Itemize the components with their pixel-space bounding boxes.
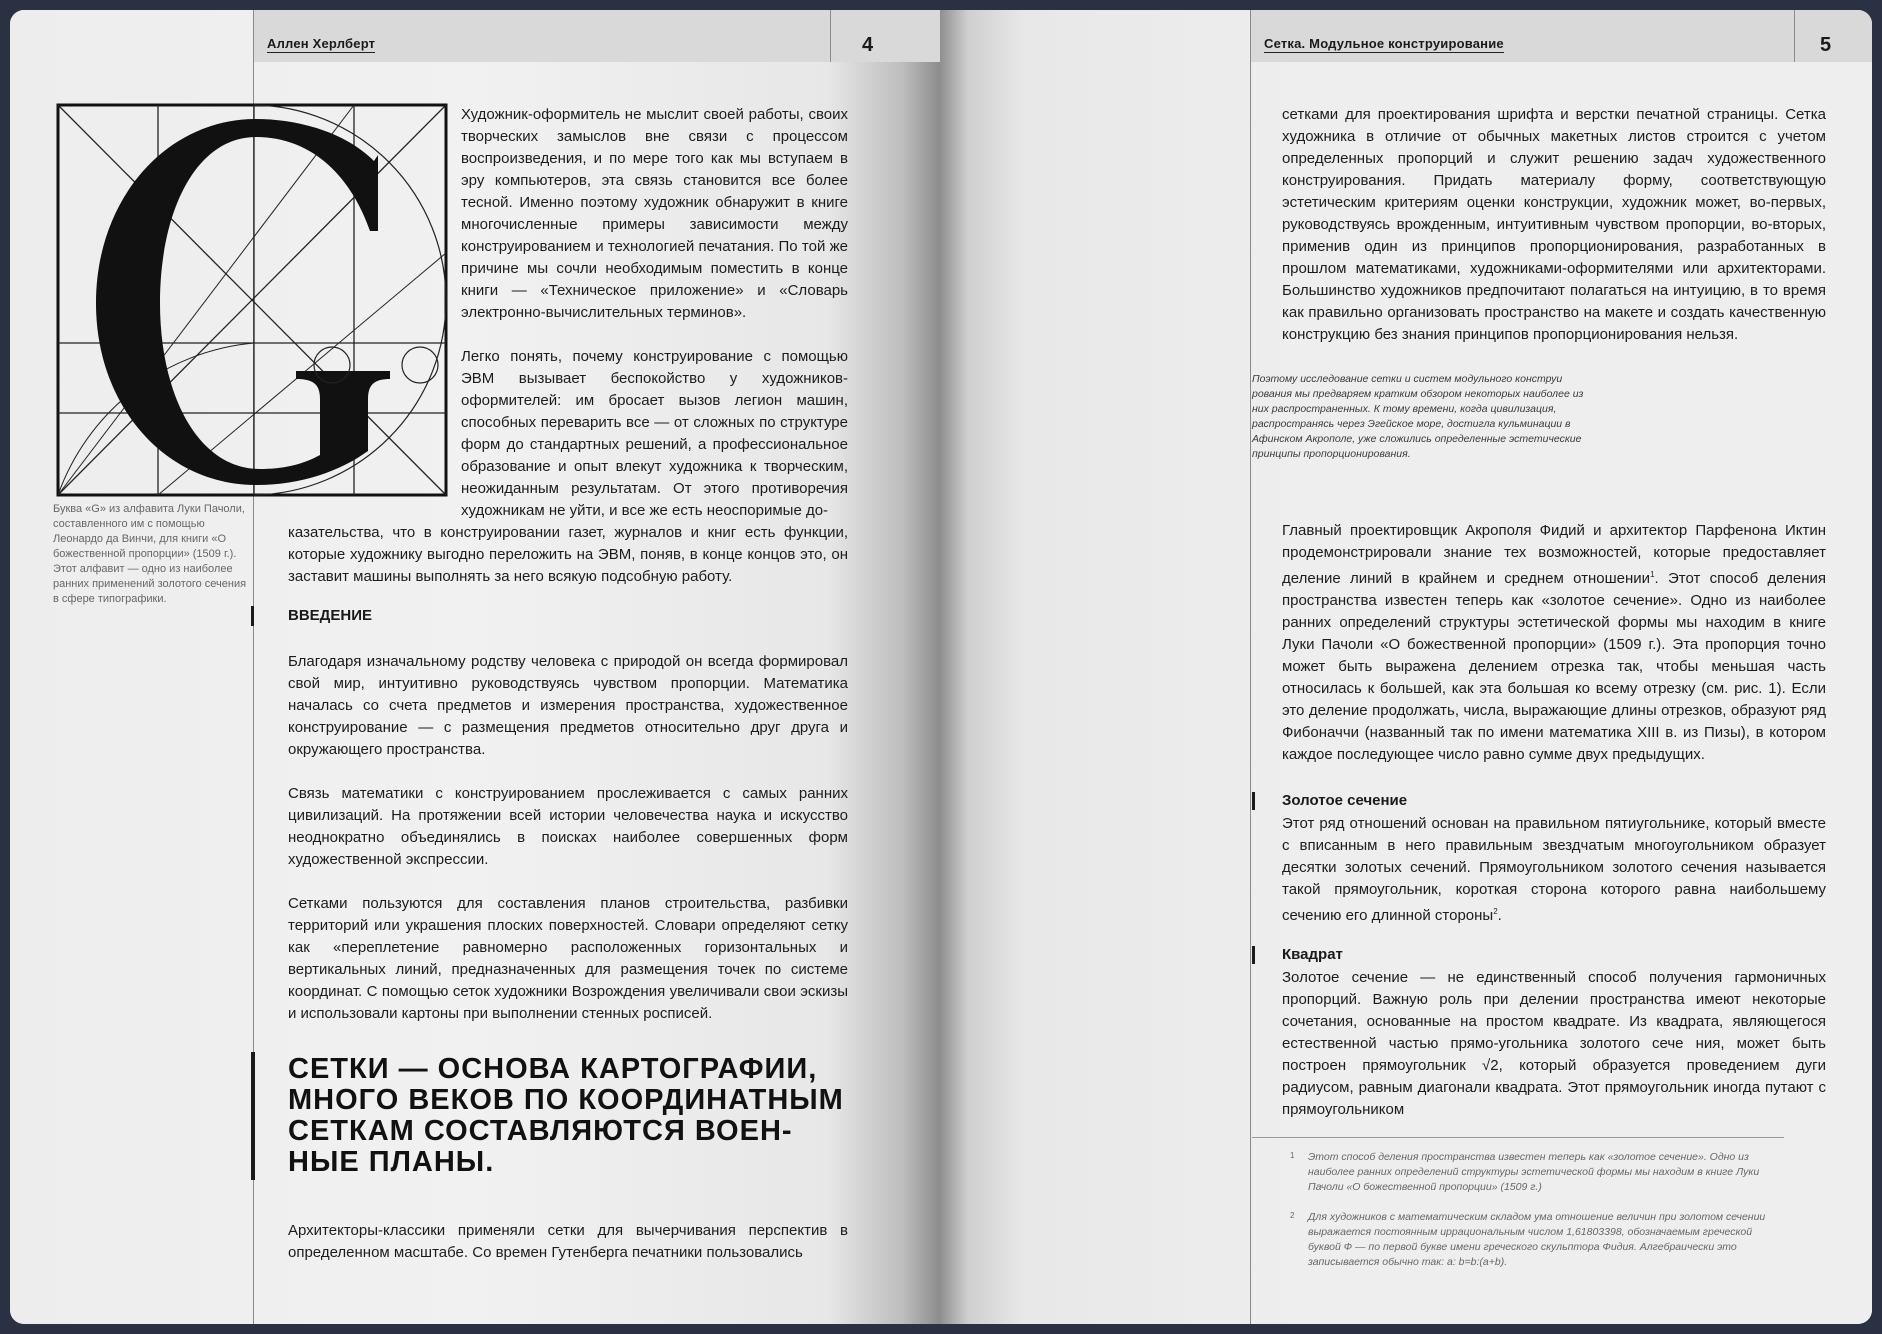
pull-quote-bar <box>251 1052 255 1180</box>
book-spread <box>10 10 1872 1324</box>
right-header-separator <box>1794 10 1795 62</box>
golden-section-text: Этот ряд отношений основан на правильном пятиугольнике, который вместе с вписанным в него правильным звездчатым многоугольником образует десятки золотых сечений. Прямоугольником золотого сечения называется такой прямоугольник, короткая сторона которого равна наибольшему сечению его длинной стороны <box>1282 815 1826 924</box>
footnote-2-marker: 2 <box>1290 1211 1295 1220</box>
right-page-number: 5 <box>1820 34 1832 56</box>
right-paragraph-2 <box>1282 520 1826 766</box>
square-heading-bar <box>1252 946 1255 964</box>
body-paragraph-4: Архитекторы-классики применяли сетки для вычерчивания перспектив в определенном масштабе. Со времен Гутенберга печатники пользовались <box>288 1222 848 1261</box>
right-page <box>940 10 1872 1324</box>
left-header-title: Аллен Херлберт <box>267 36 376 51</box>
footnote-rule <box>1252 1137 1784 1138</box>
body-paragraph-2: Связь математики с конструированием прослеживается с самых ранних цивилизаций. На протяжении всей истории человечества наука и искусство неоднократно объединялись в поисках наиболее совершенных форм художественной экспрессии. <box>288 785 848 868</box>
pull-quote <box>288 1054 888 1178</box>
footnote-1: Этот способ деления пространства известен теперь как «золотое сечение». Одно из наиболее ранних определений структуры эстетической формы мы находим в книге Луки Пачоли «О божественной пропорции» (1509 г.) <box>1308 1151 1760 1193</box>
footnote-1-marker: 1 <box>1290 1151 1295 1160</box>
golden-section-end: . <box>1497 907 1502 924</box>
body-paragraph-3: Сетками пользуются для составления планов строительства, разбивки территорий или украшения плоских поверхностей. Словари определяют сетку как «переплетение равномерно расположенных горизонтальных и вертикальных линий, предназначенных для размещения точек по системе координат. С помощью сеток художники Возрождения увеличивали свои эскизы и использовали картоны при выполнении стенных росписей. <box>288 895 848 1022</box>
intro-paragraph-1: Художник-оформитель не мыслит своей работы, своих творческих замыслов вне связи с процессом воспроизведения, и по мере того как мы вступаем в эру компьютеров, эта связь становится все более тесной. Именно поэтому художник обнаружит в книге многочисленные примеры зависимости между конструированием и технологией печатания. По той же причине мы сочли необходимым поместить в конце книги — «Техническое приложение» и «Словарь электронно-вычислительных терминов». <box>461 106 848 321</box>
golden-heading-bar <box>1252 792 1255 810</box>
margin-note: Поэтому исследование сетки и систем модульного конструи рования мы предваряем кратким обзором некоторых наиболее из них распространенных. К тому времени, когда цивилизация, распространясь через Эгейское море, достигла кульминации в Афинском Акрополе, уже сложились определенные эстетические принципы пропорционирования. <box>1252 373 1584 460</box>
right-header-title: Сетка. Модульное конструирование <box>1264 36 1504 51</box>
left-page-number: 4 <box>862 34 874 56</box>
letter-g-figure <box>56 103 452 499</box>
pull-quote-line-4: НЫЕ ПЛАНЫ. <box>288 1146 495 1178</box>
body-paragraph-1: Благодаря изначальному родству человека с природой он всегда формировал свой мир, интуитивно руководствуясь чувством пропорции. Математика началась со счета предметов и измерения пространства, художественное конструирование — с размещения предметов относительно друг друга и окружающего пространства. <box>288 653 848 758</box>
figure-caption: Буква «G» из алфавита Луки Пачоли, составленного им с помощью Леонардо да Винчи, для книги «О божественной пропорции» (1509 г.). Этот алфавит — одно из наиболее ранних применений золотого сечения в сфере типографики. <box>53 503 247 605</box>
square-paragraph: Золотое сечение — не единственный способ получения гармоничных пропорций. Важную роль при делении пространства имеют некоторые сочетания, основанные на простом квадрате. Из квадрата, являющегося естественной частью прямо-угольника золотого сече ния, может быть построен прямоугольник √2, который образуется проведением дуги радиусом, равным диагонали квадрата. Этот прямоугольник иногда путают с прямоугольником <box>1282 969 1826 1118</box>
intro-paragraph-2-wide: казательства, что в конструировании газет, журналов и книг есть функции, которые художнику выгодно переложить на ЭВМ, поняв, в конце концов это, он заставит машины выполнять за него всякую подсобную работу. <box>288 524 848 585</box>
right-margin-line <box>1250 10 1251 1324</box>
heading-square: Квадрат <box>1282 946 1343 963</box>
right-paragraph-2-part-b: . Этот способ деления пространства известен теперь как «золотое сечение». Одно из наиболее ранних определений структуры эстетической формы мы находим в книге Луки Пачоли «О божественной пропорции» (1509 г.). Эта пропорция точно может быть выражена делением отрезка так, чтобы меньшая часть относилась к большей, как эта большая ко всему отрезку (см. рис. 1). Если это деление продолжать, числа, выражающие длины отрезков, образуют ряд Фибоначчи (названный так по имени математика XIII в. из Пизы), в котором каждое последующее число равно сумме двух предыдущих. <box>1282 570 1826 763</box>
pull-quote-line-3: СЕТКАМ СОСТАВЛЯЮТСЯ ВОЕН- <box>288 1115 793 1147</box>
left-page <box>10 10 940 1324</box>
pull-quote-line-1: СЕТКИ — ОСНОВА КАРТОГРАФИИ, <box>288 1053 818 1085</box>
intro-paragraph-2-narrow: Легко понять, почему конструирование с помощью ЭВМ вызывает беспокойство у художников-оформителей: им бросает вызов легион машин, способных переварить все — от сложных по структуре форм до стандартных решений, а профессиональное образование и опыт влекут художника к творческим, неожиданным результатам. От этого противоречия художникам не уйти, и все же есть неоспоримые до- <box>461 348 848 519</box>
footnote-ref-2[interactable]: 2 <box>1493 907 1498 916</box>
right-paragraph-2-part-a: Главный проектировщик Акрополя Фидий и архитектор Парфенона Иктин продемонстрировали знание тех возможностей, которые предоставляет деление линий в крайнем и среднем отношении <box>1282 522 1826 587</box>
golden-ratio-letter-g-construction-icon <box>56 103 452 499</box>
footnote-2: Для художников с математическим складом ума отношение величин при золотом сечении выражается постоянным иррациональным числом 1,61803398, обозначаемым греческой буквой Ф — по первой букве имени греческого скульптора Фидия. Алгебраически это записывается обычно так: a: b=b:(a+b). <box>1308 1211 1766 1268</box>
section-heading-introduction: ВВЕДЕНИЕ <box>288 607 372 624</box>
section-marker-bar <box>251 606 254 626</box>
pull-quote-line-2: МНОГО ВЕКОВ ПО КООРДИНАТНЫМ <box>288 1084 844 1116</box>
golden-section-paragraph <box>1282 813 1826 927</box>
right-paragraph-1: сетками для проектирования шрифта и верстки печатной страницы. Сетка художника в отличие от обычных макетных листов строится с учетом определенных пропорций и служит решению задач художественного конструирования. Придать материалу форму, соответствующую эстетическим критериям оценки конструкции, художник может, во-первых, руководствуясь врожденным, интуитивным чувством пропорции, во-вторых, применив один из принципов пропорционирования, разработанных в прошлом математиками, художниками-оформителями или архитекторами. Большинство художников предпочитают полагаться на интуицию, в то время как правильно организовать пространство на макете и создать качественную конструкцию без знания принципов пропорционирования нельзя. <box>1282 106 1826 343</box>
heading-golden-section: Золотое сечение <box>1282 792 1408 809</box>
footnote-ref-1[interactable]: 1 <box>1650 570 1655 579</box>
left-header-separator <box>830 10 831 62</box>
